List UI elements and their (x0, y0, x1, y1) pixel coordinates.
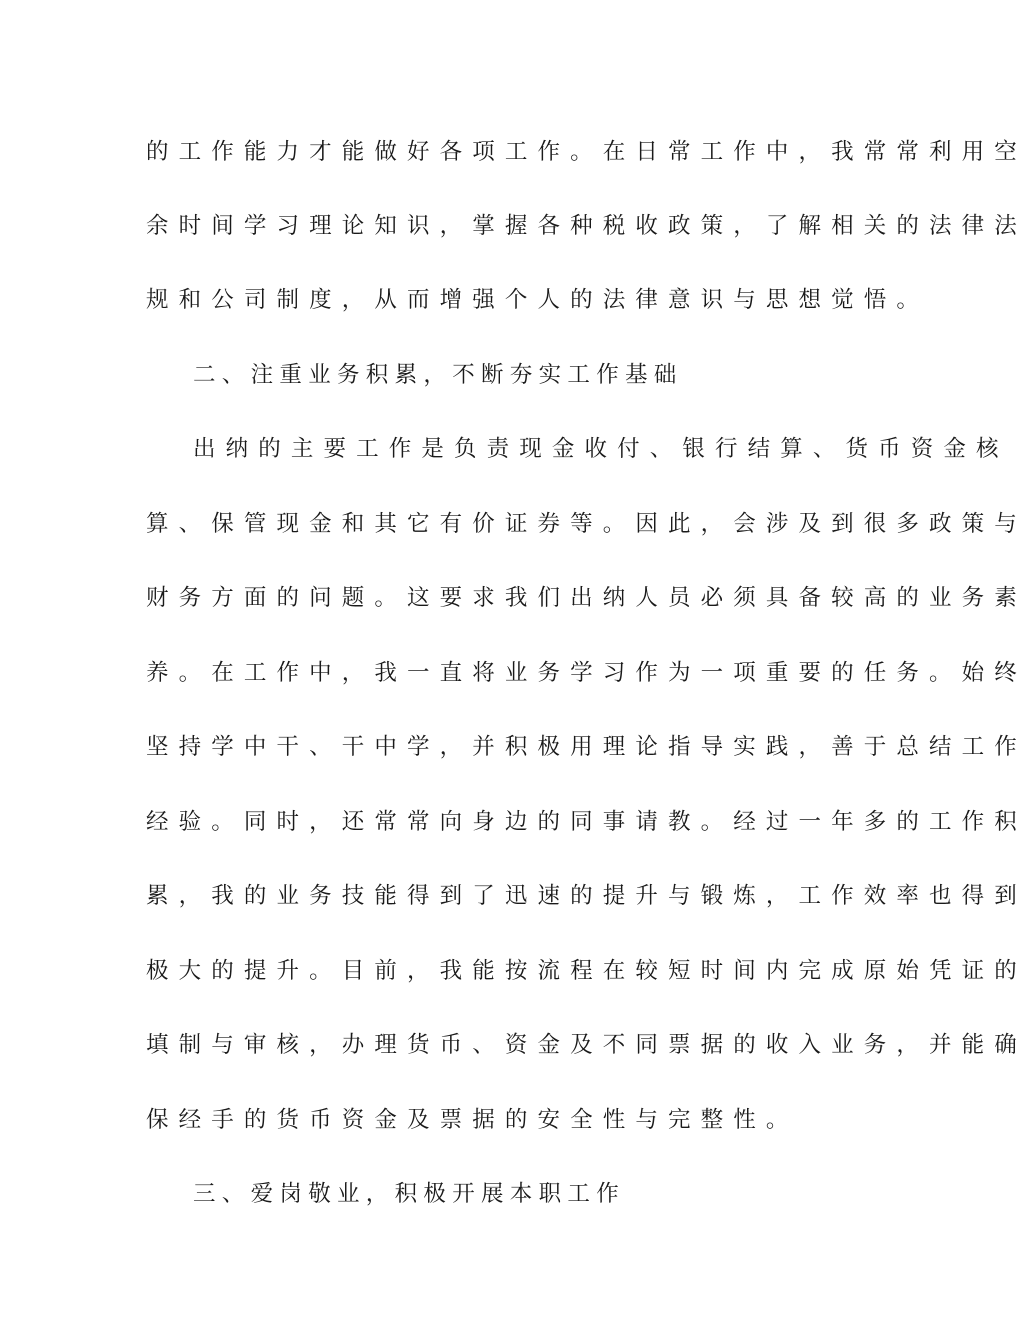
paragraph-2-line-10: 保经手的货币资金及票据的安全性与完整性。 (146, 1107, 799, 1133)
paragraph-1-line-2: 余时间学习理论知识，掌握各种税收政策，了解相关的法律法 (146, 213, 1027, 239)
paragraph-1-line-3: 规和公司制度，从而增强个人的法律意识与思想觉悟。 (146, 287, 930, 313)
paragraph-2-line-9: 填制与审核，办理货币、资金及不同票据的收入业务，并能确 (146, 1032, 1027, 1058)
paragraph-2-line-1: 出纳的主要工作是负责现金收付、银行结算、货币资金核 (193, 436, 1009, 462)
paragraph-2-line-7: 累，我的业务技能得到了迅速的提升与锻炼，工作效率也得到 (146, 883, 1027, 909)
paragraph-2-line-3: 财务方面的问题。这要求我们出纳人员必须具备较高的业务素 (146, 585, 1027, 611)
paragraph-2-line-5: 坚持学中干、干中学，并积极用理论指导实践，善于总结工作 (146, 734, 1027, 760)
paragraph-2-line-4: 养。在工作中，我一直将业务学习作为一项重要的任务。始终 (146, 660, 1027, 686)
paragraph-2-line-2: 算、保管现金和其它有价证券等。因此，会涉及到很多政策与 (146, 511, 1027, 537)
paragraph-1-line-1: 的工作能力才能做好各项工作。在日常工作中，我常常利用空 (146, 139, 1027, 165)
paragraph-2-line-8: 极大的提升。目前，我能按流程在较短时间内完成原始凭证的 (146, 958, 1027, 984)
paragraph-2-line-6: 经验。同时，还常常向身边的同事请教。经过一年多的工作积 (146, 809, 1027, 835)
section-heading-2: 二、注重业务积累，不断夯实工作基础 (193, 362, 683, 388)
section-heading-3: 三、爱岗敬业，积极开展本职工作 (193, 1181, 626, 1207)
